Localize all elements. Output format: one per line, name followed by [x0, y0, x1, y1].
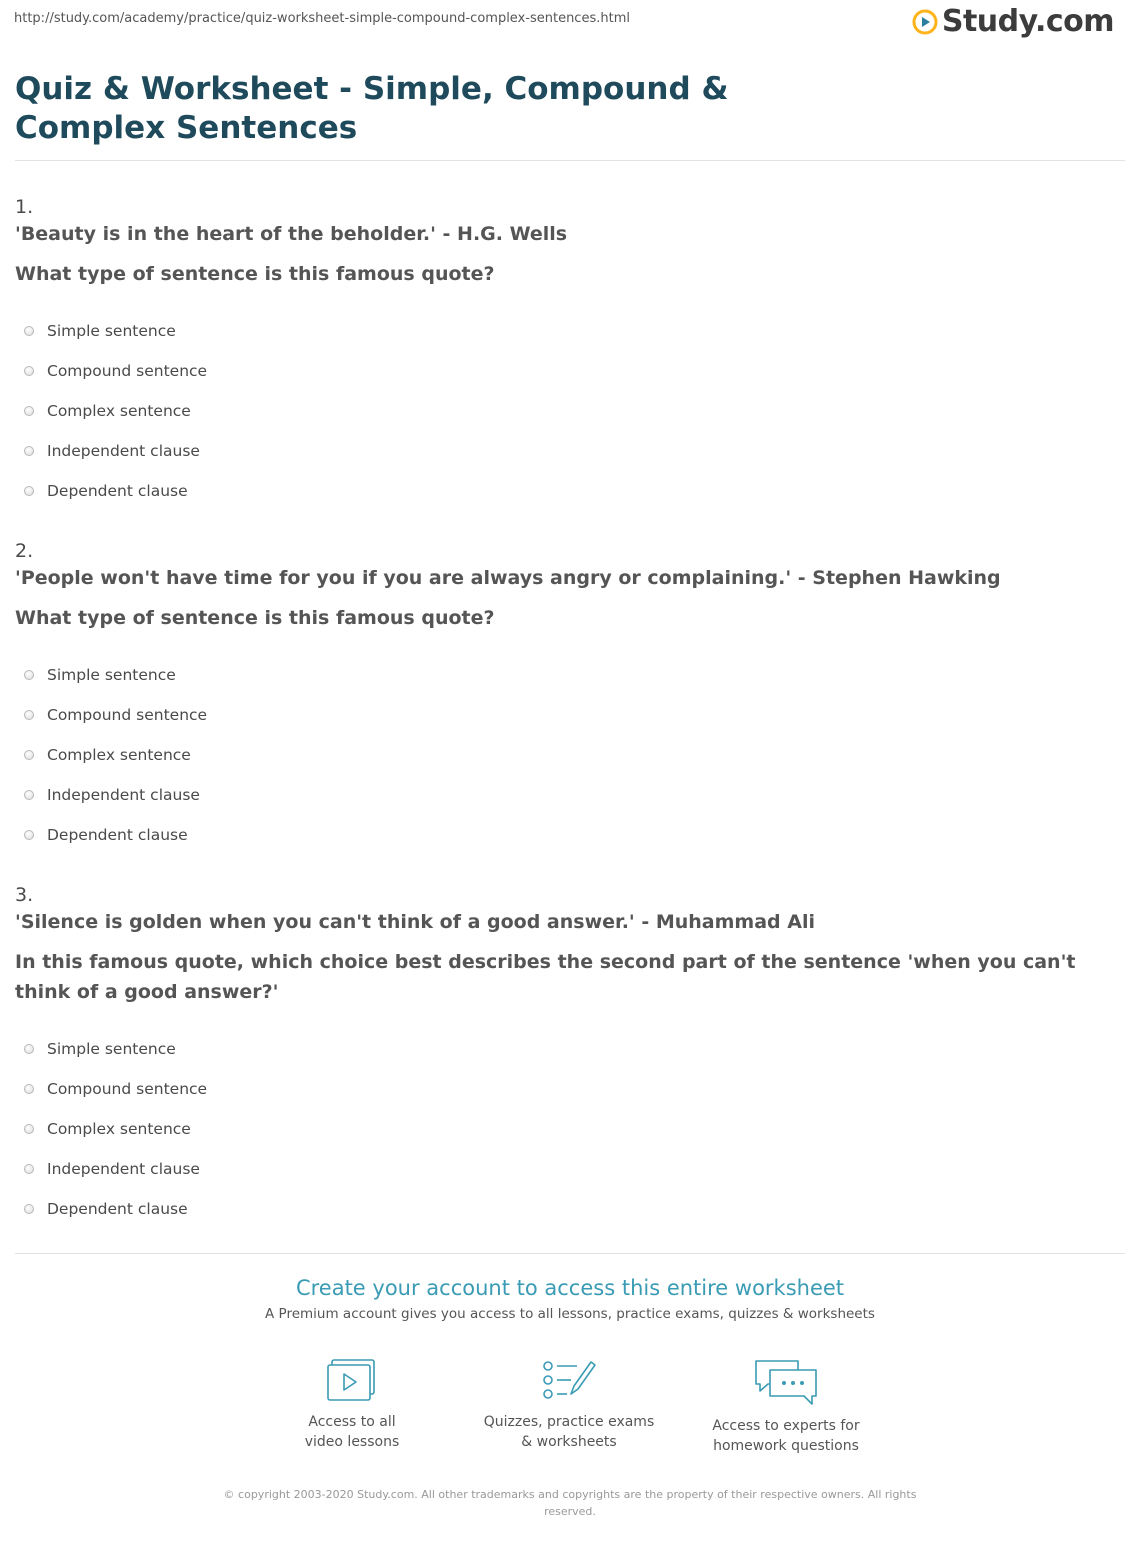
- option-label: Simple sentence: [47, 322, 176, 340]
- question-quote: 'Beauty is in the heart of the beholder.' - H.G. Wells: [15, 223, 568, 245]
- option-label: Dependent clause: [47, 1200, 188, 1218]
- question-quote: 'Silence is golden when you can't think of a good answer.' - Muhammad Ali: [15, 911, 815, 933]
- chat-bubbles-icon: [754, 1358, 818, 1406]
- answer-option[interactable]: [15, 775, 1125, 815]
- copyright-footer: © copyright 2003-2020 Study.com. All other trademarks and copyrights are the property of their respective owners. All rights reserved.: [223, 1488, 917, 1518]
- answer-option[interactable]: [15, 431, 1125, 471]
- option-label: Independent clause: [47, 1160, 200, 1178]
- option-label: Complex sentence: [47, 402, 191, 420]
- answer-option[interactable]: [15, 815, 1125, 855]
- radio-button[interactable]: [24, 1124, 34, 1134]
- logo-text: Study.com: [941, 4, 1114, 39]
- feature-experts: [686, 1358, 886, 1456]
- question-number: 2.: [15, 540, 34, 562]
- feature-label: [469, 1412, 669, 1452]
- question-1: [15, 195, 1125, 511]
- option-label: Independent clause: [47, 786, 200, 804]
- answer-option[interactable]: [15, 655, 1125, 695]
- question-number: 3.: [15, 884, 34, 906]
- radio-button[interactable]: [24, 1044, 34, 1054]
- question-prompt: What type of sentence is this famous quote?: [15, 607, 495, 629]
- divider: [15, 160, 1125, 161]
- option-label: Dependent clause: [47, 826, 188, 844]
- answer-option[interactable]: [15, 1109, 1125, 1149]
- feature-label-line: Access to experts for: [712, 1418, 860, 1434]
- feature-label-line: homework questions: [713, 1438, 859, 1454]
- feature-label: [252, 1412, 452, 1452]
- feature-label-line: video lessons: [304, 1434, 400, 1450]
- play-circle-icon: [912, 9, 938, 35]
- question-number: 1.: [15, 196, 34, 218]
- option-label: Complex sentence: [47, 1120, 191, 1138]
- quiz-checklist-icon: [541, 1358, 597, 1402]
- radio-button[interactable]: [24, 750, 34, 760]
- radio-button[interactable]: [24, 406, 34, 416]
- answer-option[interactable]: [15, 695, 1125, 735]
- question-3: [15, 883, 1125, 1229]
- question-2: [15, 539, 1125, 855]
- answer-option[interactable]: [15, 735, 1125, 775]
- radio-button[interactable]: [24, 446, 34, 456]
- page-url: http://study.com/academy/practice/quiz-worksheet-simple-compound-complex-sentences.html: [14, 11, 630, 26]
- radio-button[interactable]: [24, 1164, 34, 1174]
- cta-subtitle: A Premium account gives you access to all lessons, practice exams, quizzes & worksheets: [265, 1306, 875, 1322]
- feature-label-line: Access to all: [308, 1414, 396, 1430]
- video-lessons-icon: [326, 1358, 378, 1402]
- page-title: Quiz & Worksheet - Simple, Compound & Complex Sentences: [15, 71, 729, 146]
- feature-label-line: Quizzes, practice exams: [483, 1414, 655, 1430]
- radio-button[interactable]: [24, 1204, 34, 1214]
- feature-quizzes: [469, 1358, 669, 1452]
- answer-option[interactable]: [15, 351, 1125, 391]
- answer-options: [15, 1029, 1125, 1229]
- answer-options: [15, 311, 1125, 511]
- feature-video-lessons: [252, 1358, 452, 1452]
- radio-button[interactable]: [24, 486, 34, 496]
- study-logo[interactable]: [912, 4, 1114, 39]
- option-label: Compound sentence: [47, 362, 208, 380]
- question-prompt: What type of sentence is this famous quote?: [15, 263, 495, 285]
- radio-button[interactable]: [24, 710, 34, 720]
- answer-option[interactable]: [15, 1189, 1125, 1229]
- feature-label: [686, 1416, 886, 1456]
- radio-button[interactable]: [24, 326, 34, 336]
- option-label: Independent clause: [47, 442, 200, 460]
- answer-option[interactable]: [15, 1029, 1125, 1069]
- answer-option[interactable]: [15, 391, 1125, 431]
- radio-button[interactable]: [24, 830, 34, 840]
- answer-option[interactable]: [15, 311, 1125, 351]
- radio-button[interactable]: [24, 670, 34, 680]
- feature-label-line: & worksheets: [521, 1434, 617, 1450]
- radio-button[interactable]: [24, 366, 34, 376]
- answer-options: [15, 655, 1125, 855]
- option-label: Compound sentence: [47, 1080, 208, 1098]
- option-label: Complex sentence: [47, 746, 191, 764]
- answer-option[interactable]: [15, 1149, 1125, 1189]
- question-prompt: In this famous quote, which choice best describes the second part of the sentence 'when you can't think of a good answer?': [15, 951, 1076, 1003]
- create-account-link[interactable]: Create your account to access this entire worksheet: [295, 1276, 845, 1300]
- option-label: Compound sentence: [47, 706, 208, 724]
- question-quote: 'People won't have time for you if you are always angry or complaining.' - Stephen Hawking: [15, 567, 1001, 589]
- option-label: Simple sentence: [47, 666, 176, 684]
- option-label: Simple sentence: [47, 1040, 176, 1058]
- divider: [15, 1253, 1125, 1254]
- radio-button[interactable]: [24, 790, 34, 800]
- answer-option[interactable]: [15, 471, 1125, 511]
- radio-button[interactable]: [24, 1084, 34, 1094]
- option-label: Dependent clause: [47, 482, 188, 500]
- answer-option[interactable]: [15, 1069, 1125, 1109]
